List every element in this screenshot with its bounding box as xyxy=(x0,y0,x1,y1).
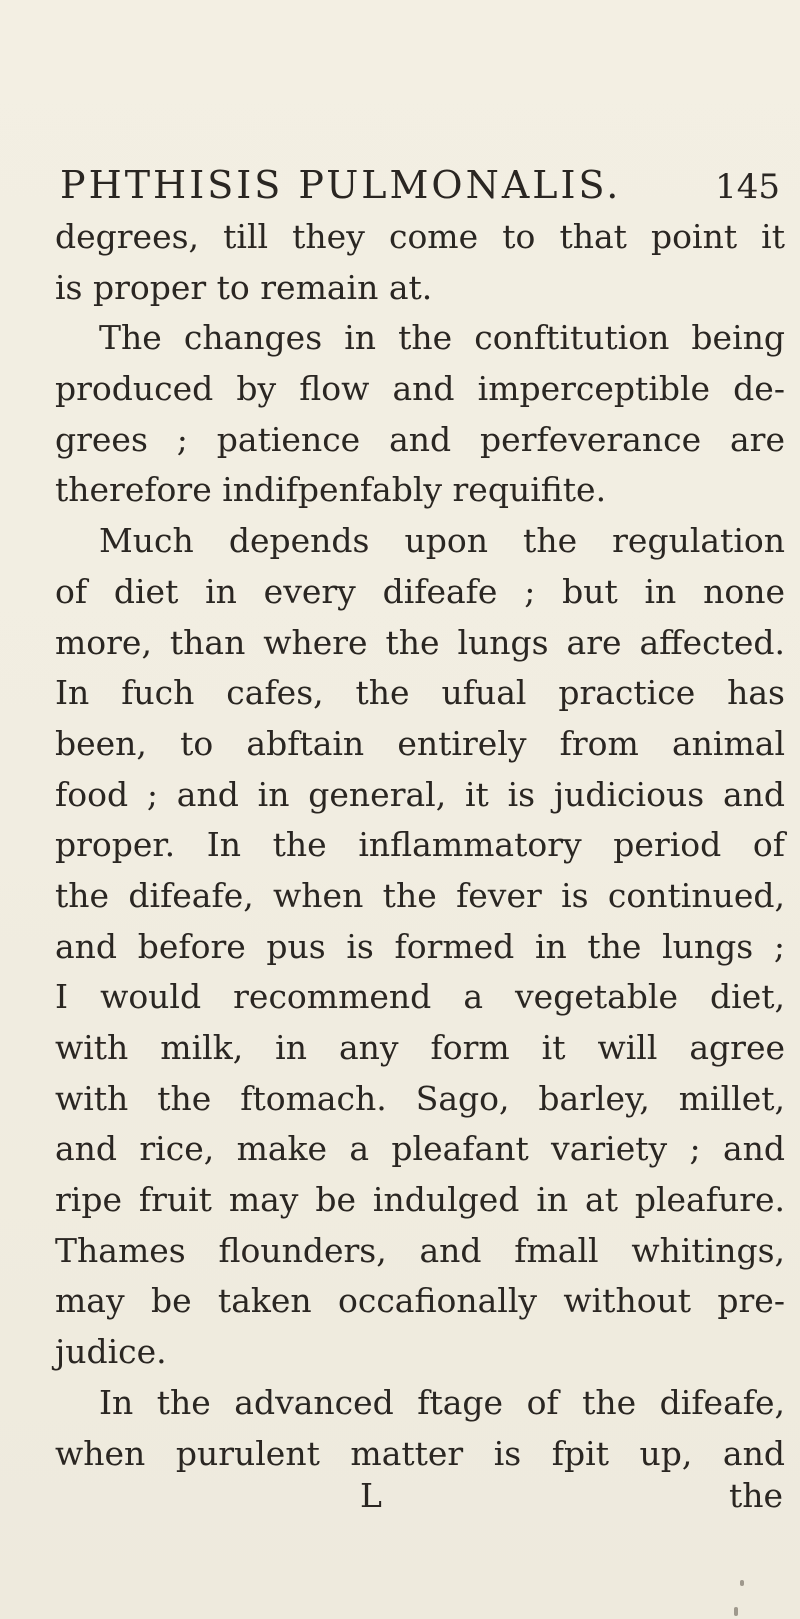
body-text xyxy=(55,212,785,1479)
text-line: may be taken occafionally without pre- xyxy=(55,1281,785,1321)
text-line: produced by flow and imperceptible de- xyxy=(55,369,785,409)
page-footer xyxy=(55,1471,785,1521)
text-line: more, than where the lungs are affected. xyxy=(55,622,785,662)
text-line: Much depends upon the regulation xyxy=(99,521,785,561)
text-line: therefore indifpenfably requifite. xyxy=(55,470,607,510)
text-line: proper. In the inflammatory period of xyxy=(55,825,785,865)
text-line: and rice, make a pleafant variety ; and xyxy=(55,1129,785,1169)
catchword: the xyxy=(728,1476,783,1515)
paper-speck xyxy=(734,1607,738,1616)
text-line: degrees, till they come to that point it xyxy=(55,217,785,256)
text-line: In the advanced ftage of the difeafe, xyxy=(99,1382,785,1422)
text-line: I would recommend a vegetable diet, xyxy=(55,977,785,1017)
signature-mark: L xyxy=(360,1476,382,1515)
page-header xyxy=(60,160,780,210)
page-number: 145 xyxy=(715,167,780,207)
text-line: when purulent matter is fpit up, and xyxy=(55,1433,785,1473)
text-line: been, to abftain entirely from animal xyxy=(55,723,785,763)
text-line: is proper to remain at. xyxy=(55,267,433,307)
text-line: grees ; patience and perfeverance are xyxy=(55,419,785,459)
text-line: food ; and in general, it is judicious and xyxy=(55,774,785,814)
text-line: with milk, in any form it will agree xyxy=(55,1028,785,1067)
text-line: ripe fruit may be indulged in at pleafure. xyxy=(55,1180,785,1220)
text-line: of diet in every difeafe ; but in none xyxy=(55,571,785,611)
text-line: the difeafe, when the fever is continued, xyxy=(55,875,785,915)
text-line: In fuch cafes, the ufual practice has xyxy=(55,673,785,713)
text-line: with the ftomach. Sago, barley, millet, xyxy=(55,1078,785,1118)
text-line: Thames flounders, and fmall whitings, xyxy=(55,1230,785,1270)
text-line: and before pus is formed in the lungs ; xyxy=(55,926,785,966)
text-line: judice. xyxy=(55,1332,167,1372)
running-title: PHTHISIS PULMONALIS. xyxy=(60,163,622,207)
paper-speck xyxy=(740,1580,744,1586)
text-line: The changes in the conftitution being xyxy=(99,318,785,358)
